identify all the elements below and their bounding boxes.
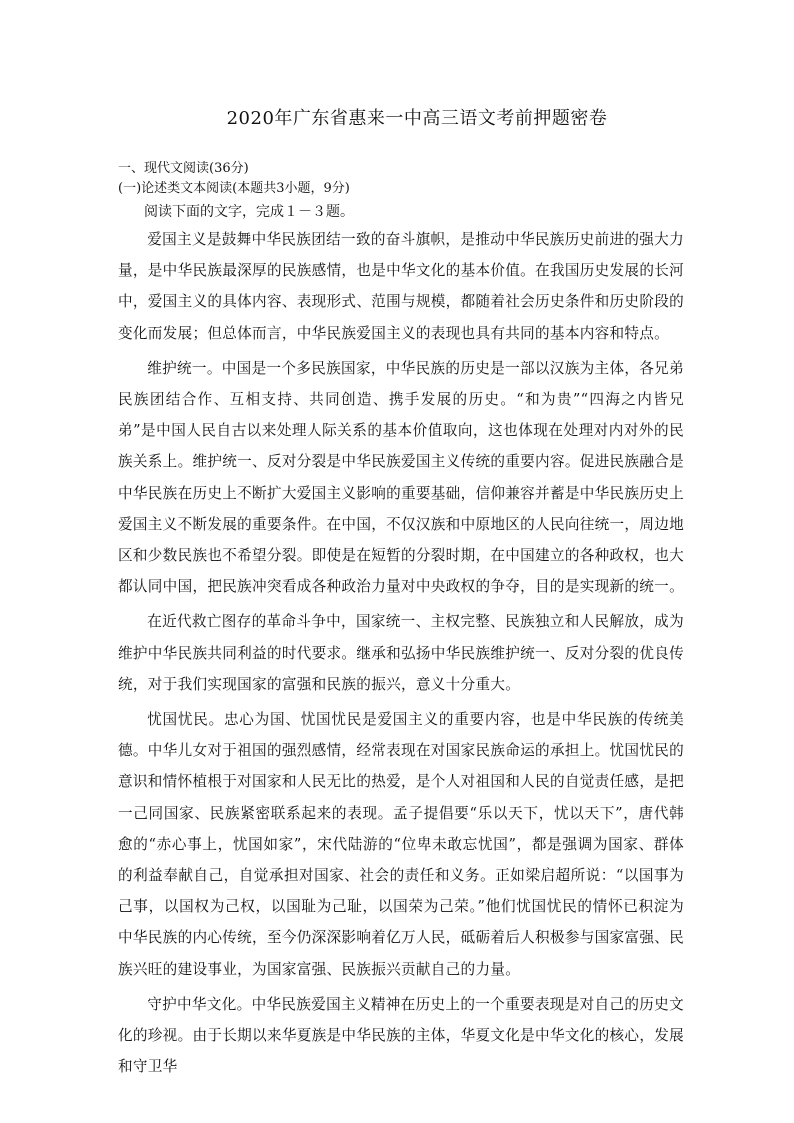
document-title: 2020年广东省惠来一中高三语文考前押题密卷 [226,108,608,129]
paragraph: 守护中华文化。中华民族爱国主义精神在历史上的一个重要表现是对自己的历史文化的珍视。由于长期以来华夏族是中华民族的主体，华夏文化是中华文化的核心，发展和守卫华 [118,995,684,1076]
paragraph: 维护统一。中国是一个多民族国家，中华民族的历史是一部以汉族为主体，各兄弟民族团结合作、互相支持、共同创造、携手发展的历史。“和为贵”“四海之内皆兄弟”是中国人民自古以来处理人际关系的基本价值取向，这也体现在处理对内对外的民族关系上。维护统一、反对分裂是中华民族爱国主义传统的重要内容。促进民族融合是中华民族在历史上不断扩大爱国主义影响的重要基础，信仰兼容并蓄是中华民族历史上爱国主义不断发展的重要条件。在中国，不仅汉族和中原地区的人民向往统一，周边地区和少数民族也不希望分裂。即使是在短暂的分裂时期，在中国建立的各种政权，也大都认同中国，把民族冲突看成各种政治力量对中央政权的争夺，目的是实现新的统一。 [118,359,684,596]
subsection-heading: (一)论述类文本阅读(本题共3小题，9分) [118,181,350,196]
section-heading: 一、现代文阅读(36分) [118,161,249,176]
paragraph: 在近代救亡图存的革命斗争中，国家统一、主权完整、民族独立和人民解放，成为维护中华民族共同利益的时代要求。继承和弘扬中华民族维护统一、反对分裂的优良传统，对于我们实现国家的富强和民族的振兴，意义十分重大。 [118,613,684,693]
paragraph: 忧国忧民。忠心为国、忧国忧民是爱国主义的重要内容，也是中华民族的传统美德。中华儿女对于祖国的强烈感情，经常表现在对国家民族命运的承担上。忧国忧民的意识和情怀植根于对国家和人民无比的热爱，是个人对祖国和人民的自觉责任感，是把一己同国家、民族紧密联系起来的表现。孟子提倡要“乐以天下，忧以天下”，唐代韩愈的“赤心事上，忧国如家”，宋代陆游的“位卑未敢忘忧国”，都是强调为国家、群体的利益奉献自己，自觉承担对国家、社会的责任和义务。正如梁启超所说：“以国事为己事，以国权为己权，以国耻为己耻，以国荣为己荣。”他们忧国忧民的情怀已积淀为中华民族的内心传统，至今仍深深影响着亿万人民，砥砺着后人积极参与国家富强、民族兴旺的建设事业，为国家富强、民族振兴贡献自己的力量。 [118,711,684,978]
reading-instruction: 阅读下面的文字，完成１－３题。 [144,204,354,220]
paragraph: 爱国主义是鼓舞中华民族团结一致的奋斗旗帜，是推动中华民族历史前进的强大力量，是中华民族最深厚的民族感情，也是中华文化的基本价值。在我国历史发展的长河中，爱国主义的具体内容、表现形式、范围与规模，都随着社会历史条件和历史阶段的变化而发展；但总体而言，中华民族爱国主义的表现也具有共同的基本内容和特点。 [118,231,684,342]
article-body [118,224,684,1086]
